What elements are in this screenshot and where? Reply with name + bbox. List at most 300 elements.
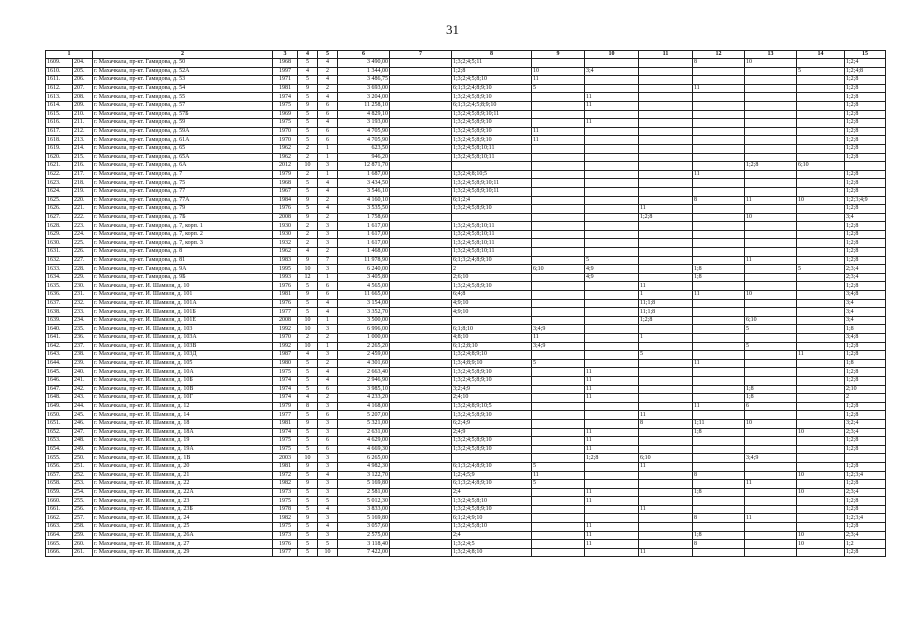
cell-address: г. Махачкала, пр-кт. Гамидова, д. 59 (93, 119, 273, 128)
cell-col-11 (639, 359, 693, 368)
column-header: 7 (390, 51, 452, 59)
table-row (46, 119, 886, 128)
cell-row-number: 1637. (46, 299, 73, 308)
cell-address-number: 216. (73, 162, 93, 171)
cell-col-8: 1;3;2;4;5;8;9;10 (452, 93, 532, 102)
cell-col-9: 11 (532, 136, 585, 145)
cell-entrances: 3 (318, 222, 338, 231)
cell-col-8 (452, 213, 532, 222)
cell-year-built: 1977 (273, 308, 298, 317)
cell-col-15: 1;8 (845, 359, 886, 368)
cell-col-11 (639, 385, 693, 394)
cell-entrances: 2 (318, 394, 338, 403)
cell-col-15: 3;4;8 (845, 291, 886, 300)
cell-col-8: 6;2;4;9 (452, 419, 532, 428)
cell-col-10 (585, 196, 639, 205)
cell-col-12 (693, 497, 745, 506)
cell-entrances: 6 (318, 127, 338, 136)
cell-floors: 10 (298, 316, 318, 325)
cell-row-number: 1660. (46, 497, 73, 506)
cell-floors: 9 (298, 101, 318, 110)
cell-col-7 (390, 523, 452, 532)
cell-col-10 (585, 110, 639, 119)
cell-entrances: 3 (318, 462, 338, 471)
column-header: 2 (93, 51, 273, 59)
cell-year-built: 1982 (273, 480, 298, 489)
column-header: 5 (318, 51, 338, 59)
cell-col-12: 1;11 (693, 419, 745, 428)
cell-col-13 (745, 136, 797, 145)
cell-col-14 (797, 497, 845, 506)
cell-col-12: 1;8 (693, 428, 745, 437)
cell-col-14: 6;10 (797, 162, 845, 171)
cell-col-12 (693, 205, 745, 214)
cell-address: г. Махачкала, пр-кт. И. Шамиля, д. 23 (93, 497, 273, 506)
cell-address: г. Махачкала, пр-кт. Гамидова, д. 61А (93, 136, 273, 145)
cell-col-15: 1;2;8 (845, 93, 886, 102)
cell-col-7 (390, 162, 452, 171)
cell-row-number: 1635. (46, 282, 73, 291)
cell-col-15: 1;2;8 (845, 110, 886, 119)
cell-address-number: 207. (73, 84, 93, 93)
cell-address-number: 218. (73, 179, 93, 188)
cell-col-10 (585, 291, 639, 300)
cell-address-number: 248. (73, 437, 93, 446)
cell-col-15: 1;2;8 (845, 256, 886, 265)
cell-floors: 5 (298, 385, 318, 394)
cell-entrances: 6 (318, 385, 338, 394)
cell-col-15: 1;2;3;4 (845, 514, 886, 523)
table-row (46, 110, 886, 119)
cell-col-7 (390, 127, 452, 136)
cell-col-7 (390, 368, 452, 377)
cell-col-8: 6;1;3;2;4;8;9;10 (452, 84, 532, 93)
cell-col-12 (693, 153, 745, 162)
cell-col-13 (745, 153, 797, 162)
cell-address: г. Махачкала, пр-кт. И. Шамиля, д. 12 (93, 402, 273, 411)
cell-col-14 (797, 119, 845, 128)
table-row (46, 471, 886, 480)
cell-col-9: 5 (532, 462, 585, 471)
cell-entrances: 1 (318, 273, 338, 282)
cell-row-number: 1621. (46, 162, 73, 171)
cell-col-8: 1;3;2;4;5;8;10 (452, 497, 532, 506)
cell-floors: 8 (298, 402, 318, 411)
table-row (46, 230, 886, 239)
cell-year-built: 1932 (273, 239, 298, 248)
cell-col-8: 2;4;10 (452, 394, 532, 403)
cell-col-15: 1;2;8 (845, 179, 886, 188)
cell-col-12: 8 (693, 471, 745, 480)
cell-floors: 5 (298, 376, 318, 385)
cell-col-15: 1;2;8 (845, 462, 886, 471)
cell-floors: 5 (298, 505, 318, 514)
cell-row-number: 1649. (46, 402, 73, 411)
cell-entrances: 3 (318, 428, 338, 437)
cell-col-8: 1;3;2;4;5;11 (452, 59, 532, 68)
cell-col-8: 1;3;2;4;5;8;9;10 (452, 205, 532, 214)
cell-entrances: 6 (318, 445, 338, 454)
cell-col-8: 1;3;2;4;5 (452, 540, 532, 549)
cell-col-8: 6;1;8;10 (452, 325, 532, 334)
cell-col-8: 6;1;3;2;4;8;9;10 (452, 462, 532, 471)
cell-col-14 (797, 385, 845, 394)
cell-col-8: 1;3;2;4;5;8;9;10 (452, 505, 532, 514)
cell-entrances: 2 (318, 196, 338, 205)
cell-col-14 (797, 136, 845, 145)
cell-col-13 (745, 230, 797, 239)
cell-col-12 (693, 394, 745, 403)
cell-row-number: 1641. (46, 334, 73, 343)
cell-col-13 (745, 205, 797, 214)
column-header: 15 (845, 51, 886, 59)
cell-row-number: 1656. (46, 462, 73, 471)
table-row (46, 162, 886, 171)
cell-col-15: 1;2;8 (845, 144, 886, 153)
cell-year-built: 1980 (273, 359, 298, 368)
cell-col-12 (693, 437, 745, 446)
cell-year-built: 1968 (273, 179, 298, 188)
cell-row-number: 1615. (46, 110, 73, 119)
cell-floors: 5 (298, 488, 318, 497)
cell-address: г. Махачкала, пр-кт. И. Шамиля, д. 19 (93, 437, 273, 446)
cell-address: г. Махачкала, пр-кт. Гамидова, д. 9А (93, 265, 273, 274)
cell-entrances: 2 (318, 67, 338, 76)
cell-col-7 (390, 93, 452, 102)
cell-col-9 (532, 531, 585, 540)
cell-row-number: 1623. (46, 179, 73, 188)
cell-row-number: 1647. (46, 385, 73, 394)
cell-col-15: 1;2;8 (845, 445, 886, 454)
table-row (46, 222, 886, 231)
cell-address-number: 240. (73, 368, 93, 377)
cell-col-15: 1;2;8 (845, 101, 886, 110)
cell-col-8: 1;3;2;4;5;8;9;10 (452, 136, 532, 145)
cell-floors: 10 (298, 454, 318, 463)
cell-col-11 (639, 127, 693, 136)
cell-col-9 (532, 291, 585, 300)
cell-col-9 (532, 540, 585, 549)
cell-col-13 (745, 248, 797, 257)
cell-entrances: 2 (318, 248, 338, 257)
cell-row-number: 1658. (46, 480, 73, 489)
cell-area: 1 468,00 (338, 248, 390, 257)
cell-row-number: 1663. (46, 523, 73, 532)
cell-year-built: 1975 (273, 119, 298, 128)
table-row (46, 316, 886, 325)
cell-col-15: 1;2;8 (845, 76, 886, 85)
cell-col-13 (745, 540, 797, 549)
cell-col-7 (390, 505, 452, 514)
cell-col-7 (390, 325, 452, 334)
cell-address: г. Махачкала, пр-кт. И. Шамиля, д. 23Б (93, 505, 273, 514)
cell-col-15: 1;2;8 (845, 480, 886, 489)
cell-col-13 (745, 299, 797, 308)
cell-col-12 (693, 342, 745, 351)
cell-address-number: 257. (73, 514, 93, 523)
cell-address: г. Махачкала, пр-кт. Гамидова, д. 9Б (93, 273, 273, 282)
cell-col-9: 5 (532, 84, 585, 93)
cell-col-14 (797, 437, 845, 446)
cell-col-12 (693, 480, 745, 489)
cell-col-9 (532, 454, 585, 463)
cell-col-12: 11 (693, 291, 745, 300)
cell-entrances: 6 (318, 411, 338, 420)
cell-col-7 (390, 548, 452, 557)
cell-col-12: 8 (693, 59, 745, 68)
cell-col-11 (639, 256, 693, 265)
cell-col-10: 4;9 (585, 273, 639, 282)
cell-area: 6 240,00 (338, 265, 390, 274)
cell-address: г. Махачкала, пр-кт. И. Шамиля, д. 18 (93, 419, 273, 428)
cell-address-number: 258. (73, 523, 93, 532)
cell-col-14 (797, 342, 845, 351)
cell-col-13 (745, 445, 797, 454)
cell-col-15: 1;2;8 (845, 170, 886, 179)
cell-col-7 (390, 428, 452, 437)
cell-col-15: 3;4 (845, 299, 886, 308)
cell-entrances: 6 (318, 282, 338, 291)
cell-col-8: 1;3;2;4;5;8;10;11 (452, 239, 532, 248)
cell-row-number: 1614. (46, 101, 73, 110)
cell-year-built: 1930 (273, 222, 298, 231)
cell-col-14 (797, 394, 845, 403)
cell-entrances: 7 (318, 256, 338, 265)
table-row (46, 531, 886, 540)
cell-year-built: 1987 (273, 351, 298, 360)
cell-col-15: 1;2;3;4;9 (845, 196, 886, 205)
cell-area: 1 344,00 (338, 67, 390, 76)
cell-address-number: 220. (73, 196, 93, 205)
cell-col-11 (639, 119, 693, 128)
cell-col-13 (745, 282, 797, 291)
cell-col-7 (390, 480, 452, 489)
cell-col-15: 2;3;4 (845, 428, 886, 437)
cell-row-number: 1633. (46, 265, 73, 274)
cell-col-14: 10 (797, 540, 845, 549)
cell-col-12 (693, 136, 745, 145)
cell-area: 3 500,00 (338, 316, 390, 325)
cell-year-built: 1976 (273, 282, 298, 291)
cell-row-number: 1625. (46, 196, 73, 205)
cell-address: г. Махачкала, пр-кт. Гамидова, д. 65 (93, 144, 273, 153)
cell-year-built: 1982 (273, 514, 298, 523)
cell-col-13 (745, 548, 797, 557)
cell-floors: 5 (298, 540, 318, 549)
cell-floors: 4 (298, 394, 318, 403)
cell-address-number: 253. (73, 480, 93, 489)
cell-address-number: 209. (73, 101, 93, 110)
cell-year-built: 2008 (273, 213, 298, 222)
cell-row-number: 1628. (46, 222, 73, 231)
cell-col-8: 1;2;8 (452, 67, 532, 76)
cell-area: 4 233,20 (338, 394, 390, 403)
cell-col-12 (693, 187, 745, 196)
cell-area: 4 705,90 (338, 127, 390, 136)
cell-area: 11 978,90 (338, 256, 390, 265)
cell-row-number: 1661. (46, 505, 73, 514)
cell-col-11 (639, 59, 693, 68)
cell-address-number: 259. (73, 531, 93, 540)
table-row (46, 523, 886, 532)
cell-year-built: 1975 (273, 497, 298, 506)
cell-address: г. Махачкала, пр-кт. И. Шамиля, д. 1В (93, 454, 273, 463)
cell-col-11: 11 (639, 462, 693, 471)
cell-col-9 (532, 419, 585, 428)
column-header: 1 (46, 51, 93, 59)
cell-col-12 (693, 127, 745, 136)
cell-col-13 (745, 273, 797, 282)
cell-entrances: 10 (318, 548, 338, 557)
cell-floors: 5 (298, 205, 318, 214)
cell-floors: 5 (298, 299, 318, 308)
cell-col-14 (797, 402, 845, 411)
cell-col-11: 1 (639, 334, 693, 343)
cell-floors: 5 (298, 368, 318, 377)
cell-floors: 5 (298, 308, 318, 317)
cell-col-10: 11 (585, 385, 639, 394)
cell-entrances: 6 (318, 110, 338, 119)
cell-floors: 9 (298, 213, 318, 222)
cell-row-number: 1627. (46, 213, 73, 222)
cell-area: 3 434,50 (338, 179, 390, 188)
cell-year-built: 1984 (273, 196, 298, 205)
cell-col-9 (532, 394, 585, 403)
cell-area: 4 669,30 (338, 445, 390, 454)
cell-year-built: 1981 (273, 419, 298, 428)
cell-col-7 (390, 462, 452, 471)
cell-col-15: 1;2;8 (845, 127, 886, 136)
cell-address: г. Махачкала, пр-кт. Гамидова, д. 52А (93, 67, 273, 76)
cell-year-built: 1974 (273, 376, 298, 385)
cell-address: г. Махачкала, пр-кт. И. Шамиля, д. 103А (93, 334, 273, 343)
cell-col-7 (390, 136, 452, 145)
table-row (46, 67, 886, 76)
cell-col-12 (693, 93, 745, 102)
cell-address-number: 246. (73, 419, 93, 428)
cell-col-14 (797, 239, 845, 248)
cell-col-14 (797, 291, 845, 300)
cell-area: 11 258,10 (338, 101, 390, 110)
cell-row-number: 1665. (46, 540, 73, 549)
cell-col-8: 1;3;2;4;5;8;9;10 (452, 282, 532, 291)
cell-col-8: 1;3;4;8;9;10 (452, 359, 532, 368)
cell-col-12 (693, 239, 745, 248)
cell-col-8: 1;2;4;5;9 (452, 471, 532, 480)
cell-row-number: 1624. (46, 187, 73, 196)
cell-col-14 (797, 213, 845, 222)
cell-entrances: 3 (318, 454, 338, 463)
cell-address-number: 228. (73, 265, 93, 274)
cell-col-15 (845, 162, 886, 171)
cell-col-10 (585, 179, 639, 188)
cell-col-14 (797, 273, 845, 282)
cell-col-7 (390, 419, 452, 428)
cell-col-10: 5 (585, 256, 639, 265)
cell-col-9: 6;10 (532, 265, 585, 274)
cell-entrances: 1 (318, 153, 338, 162)
cell-address-number: 208. (73, 93, 93, 102)
cell-row-number: 1619. (46, 144, 73, 153)
cell-col-15: 1;2;8 (845, 523, 886, 532)
cell-col-10: 3;4 (585, 67, 639, 76)
cell-col-14 (797, 462, 845, 471)
cell-col-14 (797, 205, 845, 214)
cell-col-7 (390, 273, 452, 282)
cell-year-built: 1974 (273, 394, 298, 403)
table-row (46, 462, 886, 471)
cell-address-number: 233. (73, 308, 93, 317)
table-row (46, 505, 886, 514)
cell-floors: 5 (298, 282, 318, 291)
cell-col-15: 1;2;8 (845, 437, 886, 446)
cell-address: г. Махачкала, пр-кт. Гамидова, д. 7Б (93, 213, 273, 222)
cell-entrances: 4 (318, 523, 338, 532)
cell-year-built: 1970 (273, 136, 298, 145)
cell-col-12 (693, 248, 745, 257)
table-row (46, 213, 886, 222)
cell-col-11 (639, 376, 693, 385)
cell-col-11: 8 (639, 419, 693, 428)
cell-col-15: 1;8 (845, 325, 886, 334)
table-row (46, 239, 886, 248)
table-row (46, 394, 886, 403)
cell-address: г. Махачкала, пр-кт. И. Шамиля, д. 19А (93, 445, 273, 454)
cell-row-number: 1659. (46, 488, 73, 497)
cell-col-15: 2;3;4 (845, 265, 886, 274)
cell-col-7 (390, 411, 452, 420)
cell-col-12 (693, 76, 745, 85)
cell-area: 1 617,00 (338, 230, 390, 239)
cell-col-8: 1;3;2;4;5;8;9;10 (452, 127, 532, 136)
cell-entrances: 4 (318, 376, 338, 385)
cell-entrances: 1 (318, 170, 338, 179)
cell-col-12: 1;8 (693, 531, 745, 540)
cell-col-10: 11 (585, 101, 639, 110)
table-row (46, 514, 886, 523)
cell-entrances: 4 (318, 505, 338, 514)
cell-col-13: 6 (745, 402, 797, 411)
cell-col-13 (745, 187, 797, 196)
cell-col-11: 11 (639, 205, 693, 214)
cell-row-number: 1652. (46, 428, 73, 437)
column-header: 8 (452, 51, 532, 59)
cell-col-12 (693, 411, 745, 420)
cell-col-10 (585, 411, 639, 420)
cell-area: 3 193,00 (338, 119, 390, 128)
cell-address-number: 239. (73, 359, 93, 368)
table-row (46, 368, 886, 377)
cell-area: 1 687,00 (338, 170, 390, 179)
cell-col-13 (745, 144, 797, 153)
cell-row-number: 1666. (46, 548, 73, 557)
cell-row-number: 1629. (46, 230, 73, 239)
cell-address-number: 217. (73, 170, 93, 179)
cell-col-7 (390, 248, 452, 257)
cell-address: г. Махачкала, пр-кт. Гамидова, д. 81 (93, 256, 273, 265)
cell-col-10 (585, 419, 639, 428)
cell-col-9 (532, 144, 585, 153)
table-row (46, 359, 886, 368)
register-table (45, 50, 886, 557)
cell-floors: 4 (298, 67, 318, 76)
cell-address: г. Махачкала, пр-кт. И. Шамиля, д. 20 (93, 462, 273, 471)
cell-col-10 (585, 59, 639, 68)
cell-col-10 (585, 342, 639, 351)
cell-col-10: 11 (585, 93, 639, 102)
cell-col-15: 1;2;8 (845, 505, 886, 514)
cell-col-15: 1;2;8 (845, 119, 886, 128)
